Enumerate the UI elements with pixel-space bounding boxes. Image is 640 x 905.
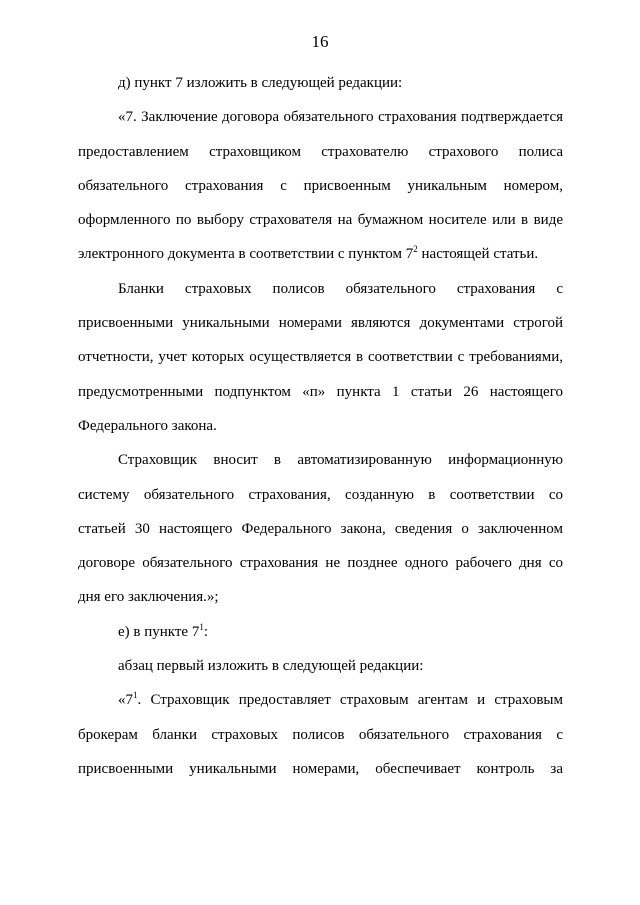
line-text: систему обязательного страхования, созданную в соответствии со — [78, 486, 563, 503]
line-text: дня его заключения.»; — [78, 589, 219, 606]
line-text: брокерам бланки страховых полисов обязательного страхования с — [78, 726, 563, 743]
superscript: 1 — [133, 690, 138, 701]
superscript: 1 — [199, 621, 204, 632]
text-line — [78, 100, 563, 134]
line-text-continued: настоящей статьи. — [417, 246, 539, 263]
text-line — [78, 580, 563, 614]
text-line — [78, 615, 563, 649]
text-line — [78, 478, 563, 512]
line-text: д) пункт 7 изложить в следующей редакции: — [118, 75, 403, 91]
line-text: предоставлением страховщиком страхователю страхового полиса — [78, 143, 563, 160]
line-text: «7 — [118, 692, 133, 709]
paragraph — [78, 66, 563, 100]
text-line — [78, 66, 563, 100]
line-text: статьей 30 настоящего Федерального закона, сведения о заключенном — [78, 520, 563, 537]
text-line — [78, 683, 563, 717]
text-line — [78, 752, 563, 786]
line-text: оформленного по выбору страхователя на бумажном носителе или в виде — [78, 212, 563, 229]
line-text: отчетности, учет которых осуществляется в соответствии с требованиями, — [78, 349, 563, 366]
paragraph — [78, 100, 563, 271]
line-text-continued: . Страховщик предоставляет страховым агентам и страховым — [137, 692, 563, 709]
line-text-continued: : — [203, 623, 209, 640]
text-line — [78, 272, 563, 306]
line-text: присвоенными уникальными номерами, обеспечивает контроль за — [78, 760, 563, 777]
paragraph — [78, 443, 563, 614]
line-text: е) в пункте 7 — [118, 623, 200, 640]
text-line — [78, 409, 563, 443]
page-number: 16 — [311, 32, 329, 51]
text-line — [78, 340, 563, 374]
text-line — [78, 306, 563, 340]
text-line — [78, 237, 563, 271]
line-text: абзац первый изложить в следующей редакции: — [118, 658, 424, 675]
line-text: обязательного страхования с присвоенным уникальным номером, — [78, 177, 563, 194]
line-text: «7. Заключение договора обязательного страхования подтверждается — [118, 109, 563, 126]
text-line — [78, 135, 563, 169]
line-text: присвоенными уникальными номерами являются документами строгой — [78, 315, 563, 332]
text-line — [78, 718, 563, 752]
text-line — [78, 375, 563, 409]
line-text: договоре обязательного страхования не позднее одного рабочего дня со — [78, 555, 563, 572]
text-line — [78, 203, 563, 237]
line-text: электронного документа в соответствии с пунктом 7 — [78, 246, 414, 263]
text-line — [78, 169, 563, 203]
text-line — [78, 649, 563, 683]
paragraph — [78, 272, 563, 443]
superscript: 2 — [413, 244, 418, 255]
paragraph — [78, 649, 563, 683]
text-line — [78, 546, 563, 580]
line-text: Федерального закона. — [78, 417, 217, 434]
document-body — [78, 66, 563, 786]
text-line — [78, 512, 563, 546]
paragraph — [78, 615, 563, 649]
paragraph — [78, 683, 563, 786]
line-text: предусмотренными подпунктом «п» пункта 1 статьи 26 настоящего — [78, 383, 563, 400]
line-text: Страховщик вносит в автоматизированную информационную — [118, 452, 563, 469]
line-text: Бланки страховых полисов обязательного страхования с — [118, 280, 563, 297]
text-line — [78, 443, 563, 477]
